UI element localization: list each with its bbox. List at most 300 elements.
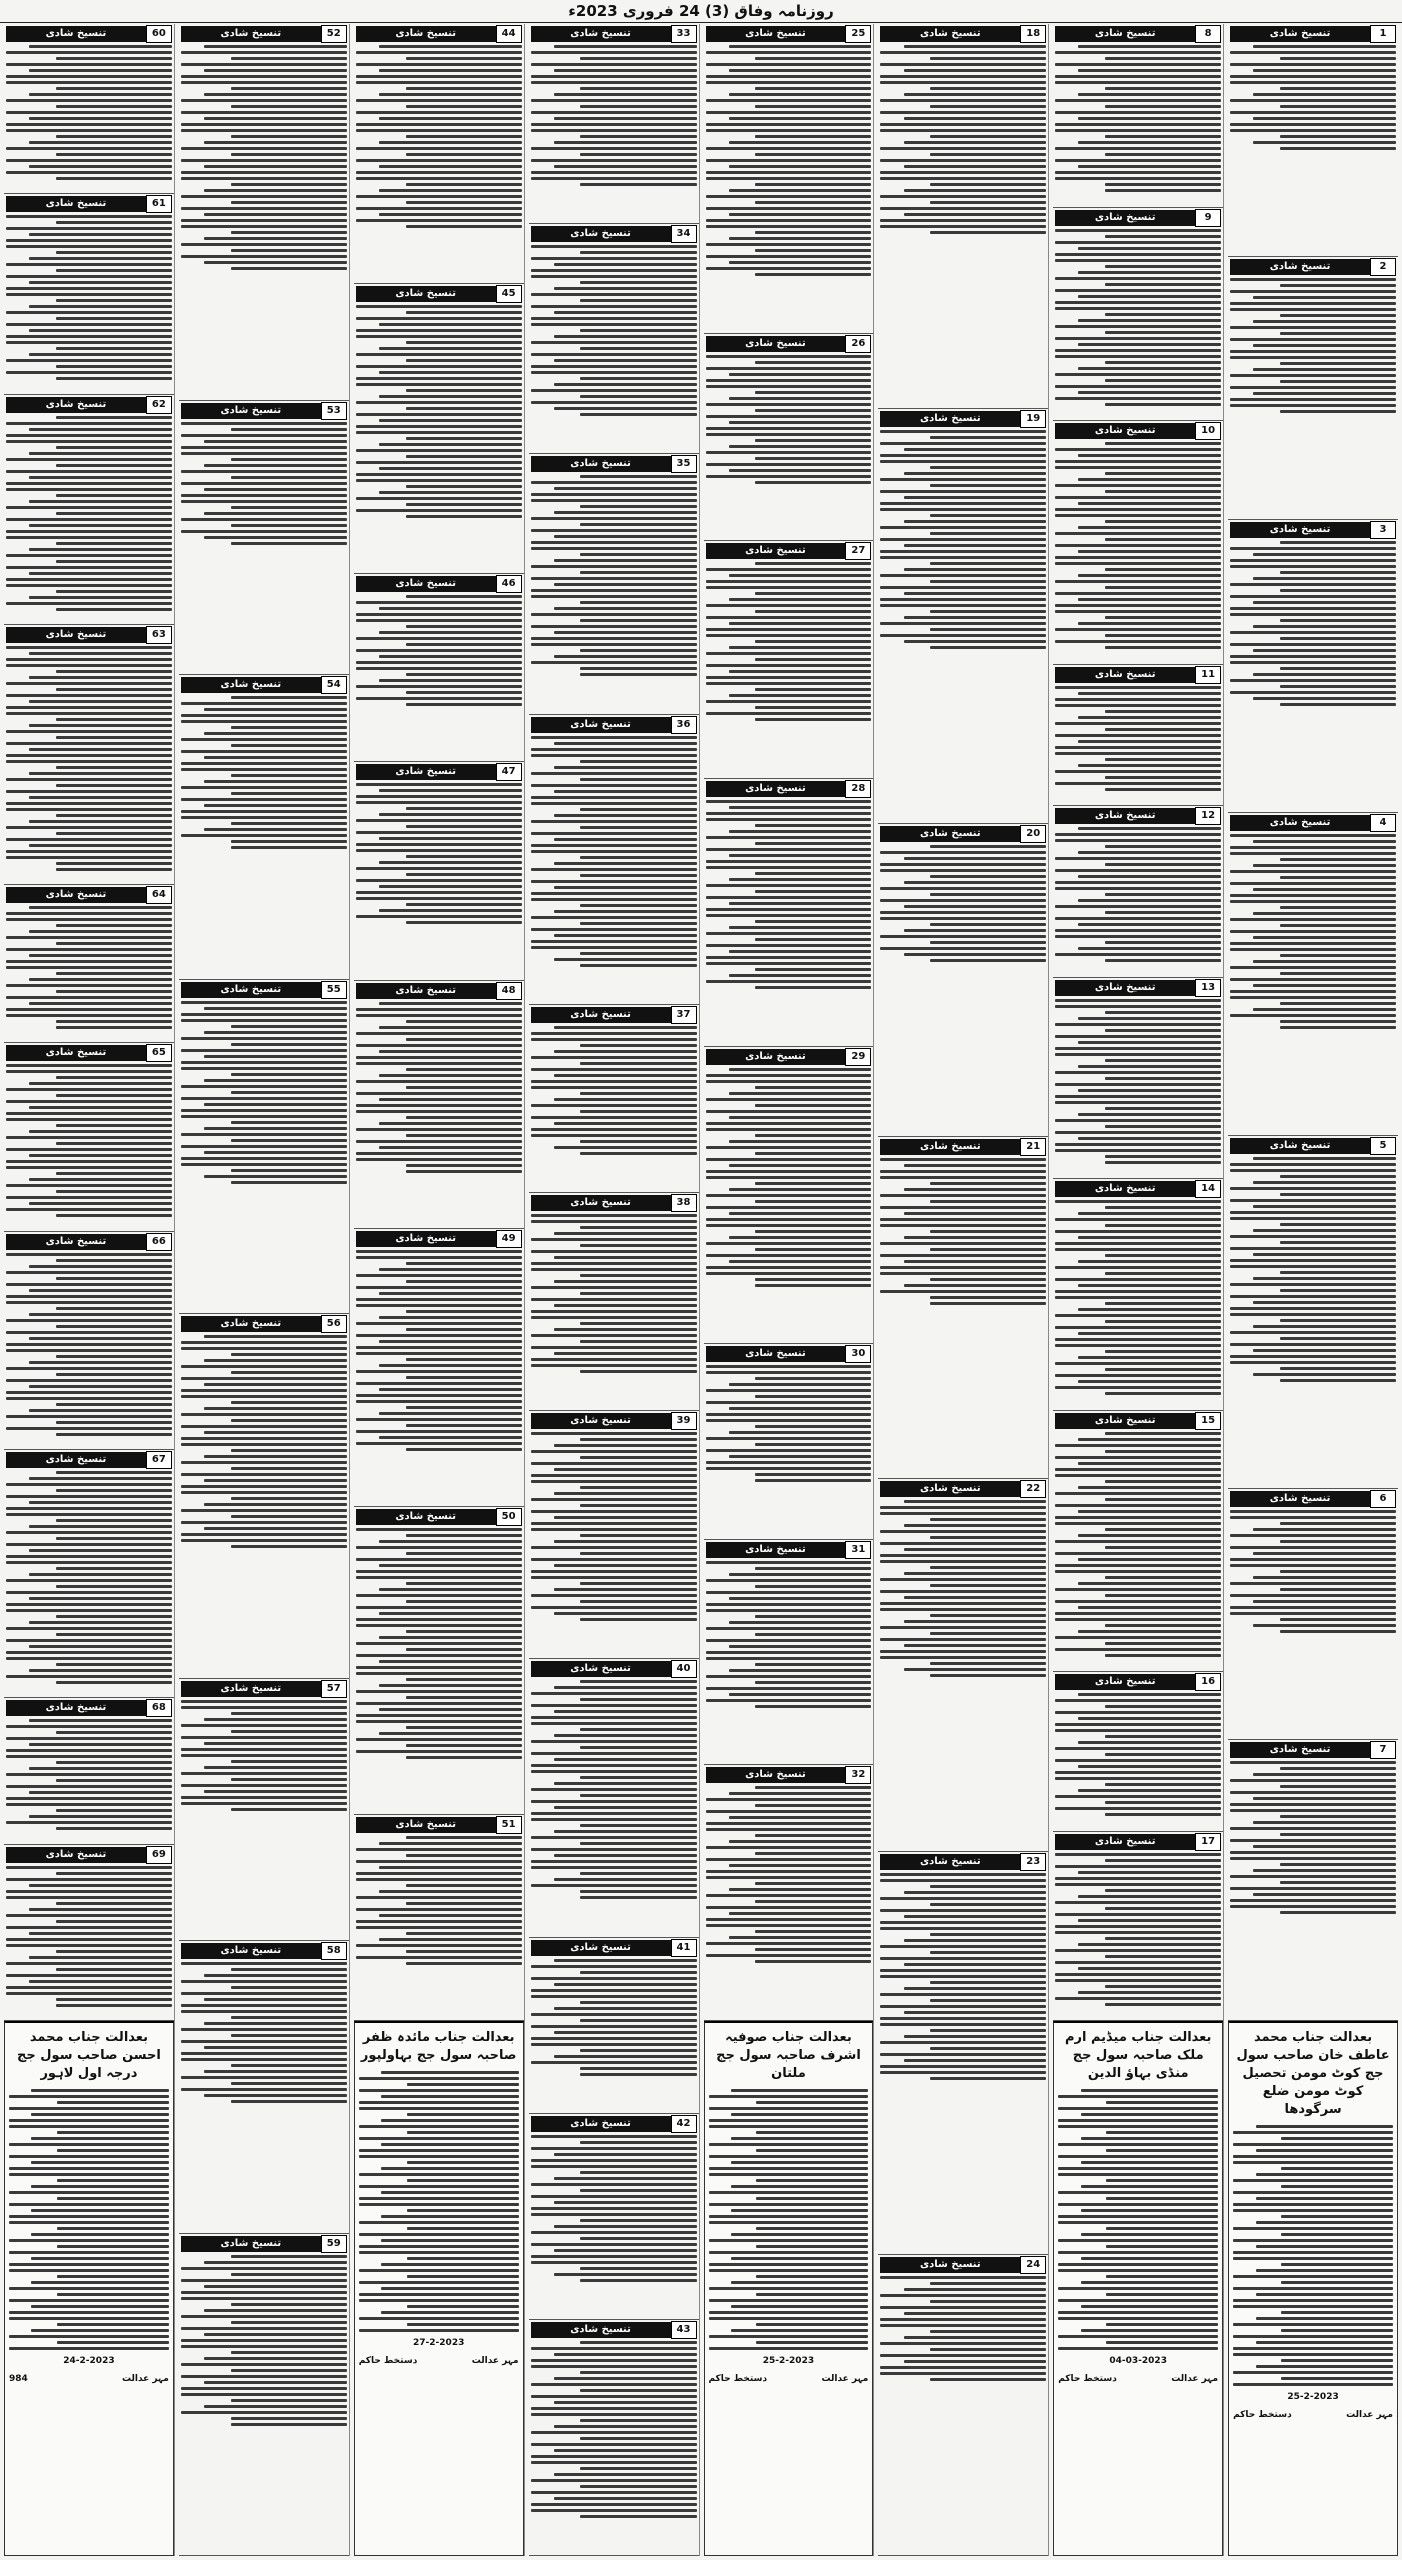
notice-text bbox=[1230, 541, 1396, 706]
notice-text bbox=[531, 1026, 697, 1155]
notice-number: 4 bbox=[1370, 814, 1396, 832]
notice bbox=[1053, 1672, 1223, 1832]
notice-header bbox=[181, 677, 347, 693]
notice-number: 1 bbox=[1370, 25, 1396, 43]
notice-label: تنسیخ شادی bbox=[706, 1346, 846, 1362]
notice-number: 42 bbox=[671, 2115, 697, 2133]
column bbox=[1228, 24, 1398, 2556]
judge-signature: دستخط حاکم bbox=[1058, 2374, 1117, 2384]
notice-label: تنسیخ شادی bbox=[181, 982, 321, 998]
notice bbox=[354, 762, 524, 980]
notice-header bbox=[706, 1767, 872, 1783]
notice-label: تنسیخ شادی bbox=[1230, 1138, 1370, 1154]
notice bbox=[4, 1450, 174, 1698]
court-footer bbox=[1058, 2374, 1218, 2384]
notice-number: 60 bbox=[146, 25, 172, 43]
notice-text bbox=[880, 430, 1046, 649]
notice-text bbox=[531, 1432, 697, 1621]
notice-number: 17 bbox=[1195, 1833, 1221, 1851]
notice bbox=[704, 334, 874, 542]
notice-number: 58 bbox=[321, 1942, 347, 1960]
notice-header bbox=[1230, 259, 1396, 275]
notice-text bbox=[706, 800, 872, 989]
notice-header bbox=[6, 196, 172, 212]
notice-number: 34 bbox=[671, 225, 697, 243]
notice-header bbox=[706, 336, 872, 352]
notice-header bbox=[6, 1234, 172, 1250]
notice-header bbox=[1230, 1138, 1396, 1154]
notice bbox=[4, 1845, 174, 2021]
notice-number: 55 bbox=[321, 981, 347, 999]
court-stamp: مہر عدالت bbox=[821, 2374, 869, 2384]
notice bbox=[704, 24, 874, 334]
notice bbox=[878, 1479, 1048, 1852]
court-stamp: مہر عدالت bbox=[471, 2356, 519, 2366]
notice-label: تنسیخ شادی bbox=[356, 1509, 496, 1525]
notice-header bbox=[356, 286, 522, 302]
notice-text bbox=[1230, 1510, 1396, 1633]
notice bbox=[1228, 1489, 1398, 1740]
court-notice bbox=[4, 2021, 174, 2556]
notice bbox=[878, 824, 1048, 1137]
notice-label: تنسیخ شادی bbox=[6, 887, 146, 903]
notice-header bbox=[356, 26, 522, 42]
notice bbox=[529, 224, 699, 454]
notice-text bbox=[880, 1500, 1046, 1677]
notice-header bbox=[6, 627, 172, 643]
notice-header bbox=[1055, 808, 1221, 824]
notice-number: 37 bbox=[671, 1006, 697, 1024]
notice-number: 3 bbox=[1370, 521, 1396, 539]
notice bbox=[878, 2255, 1048, 2556]
notice-header bbox=[880, 826, 1046, 842]
notice bbox=[179, 401, 349, 676]
notice-text bbox=[1055, 1693, 1221, 1816]
notice-text bbox=[531, 475, 697, 676]
notice-number: 44 bbox=[496, 25, 522, 43]
notice-label: تنسیخ شادی bbox=[706, 543, 846, 559]
notice-text bbox=[1055, 1432, 1221, 1657]
notice-text bbox=[531, 1959, 697, 2076]
notice-header bbox=[6, 397, 172, 413]
notice-label: تنسیخ شادی bbox=[6, 1045, 146, 1061]
notice-header bbox=[181, 1943, 347, 1959]
notice-number: 10 bbox=[1195, 422, 1221, 440]
notice bbox=[1053, 24, 1223, 208]
notice bbox=[1053, 806, 1223, 978]
notice-number: 48 bbox=[496, 982, 522, 1000]
notice-header bbox=[880, 1854, 1046, 1870]
notice-label: تنسیخ شادی bbox=[706, 1049, 846, 1065]
notice bbox=[1228, 1136, 1398, 1489]
notice-header bbox=[1055, 210, 1221, 226]
notice-text bbox=[706, 45, 872, 276]
judge-signature: دستخط حاکم bbox=[358, 2356, 418, 2366]
notice-text bbox=[1230, 1761, 1396, 1914]
notice-number: 49 bbox=[496, 1230, 522, 1248]
notice-number: 47 bbox=[496, 763, 522, 781]
notice-text bbox=[1055, 686, 1221, 791]
notice-number: 14 bbox=[1195, 1180, 1221, 1198]
notice-text bbox=[181, 422, 347, 545]
notice-label: تنسیخ شادی bbox=[706, 1767, 846, 1783]
notice-number: 27 bbox=[845, 542, 871, 560]
notice-text bbox=[1055, 1200, 1221, 1395]
notice-label: تنسیخ شادی bbox=[1055, 980, 1195, 996]
notice-number: 68 bbox=[146, 1699, 172, 1717]
notice bbox=[1053, 421, 1223, 665]
notice-number: 11 bbox=[1195, 666, 1221, 684]
notice bbox=[529, 715, 699, 1005]
notice-label: تنسیخ شادی bbox=[1230, 259, 1370, 275]
notice bbox=[529, 1005, 699, 1193]
notice-header bbox=[531, 2322, 697, 2338]
notice-header bbox=[880, 26, 1046, 42]
notice-label: تنسیخ شادی bbox=[1055, 1181, 1195, 1197]
notice bbox=[354, 1815, 524, 2021]
notice-label: تنسیخ شادی bbox=[1055, 1834, 1195, 1850]
notice-header bbox=[1055, 980, 1221, 996]
notice-text bbox=[531, 45, 697, 186]
court-text bbox=[1233, 2125, 1393, 2386]
court-text bbox=[9, 2089, 169, 2350]
notice-text bbox=[356, 45, 522, 228]
notice bbox=[1228, 1740, 1398, 2021]
notice-label: تنسیخ شادی bbox=[1230, 1742, 1370, 1758]
notice-label: تنسیخ شادی bbox=[880, 1854, 1020, 1870]
notice bbox=[704, 779, 874, 1047]
notice-text bbox=[880, 845, 1046, 962]
court-stamp: مہر عدالت bbox=[121, 2373, 169, 2384]
notice-number: 62 bbox=[146, 396, 172, 414]
notice-label: تنسیخ شادی bbox=[531, 1940, 671, 1956]
notice-header bbox=[6, 1847, 172, 1863]
notice bbox=[1228, 24, 1398, 257]
notice-number: 69 bbox=[146, 1846, 172, 1864]
notice bbox=[4, 194, 174, 394]
notice-number: 64 bbox=[146, 886, 172, 904]
notice-number: 21 bbox=[1020, 1138, 1046, 1156]
notice-label: تنسیخ شادی bbox=[706, 1542, 846, 1558]
notice bbox=[704, 1540, 874, 1766]
notice-text bbox=[6, 906, 172, 1029]
court-footer bbox=[9, 2374, 169, 2384]
notice-number: 15 bbox=[1195, 1412, 1221, 1430]
notice-label: تنسیخ شادی bbox=[880, 826, 1020, 842]
notice-text bbox=[1055, 45, 1221, 192]
notice-text bbox=[706, 562, 872, 721]
notice-label: تنسیخ شادی bbox=[1055, 667, 1195, 683]
notice-header bbox=[181, 1681, 347, 1697]
notice-label: تنسیخ شادی bbox=[880, 1139, 1020, 1155]
notice-text bbox=[356, 783, 522, 924]
column bbox=[1053, 24, 1224, 2556]
notice-text bbox=[1055, 229, 1221, 406]
notice bbox=[878, 24, 1048, 409]
notice bbox=[4, 1043, 174, 1231]
notice-header bbox=[706, 26, 872, 42]
notice-text bbox=[1230, 45, 1396, 150]
notice bbox=[1053, 208, 1223, 422]
notice-text bbox=[356, 1250, 522, 1451]
notice-header bbox=[6, 1700, 172, 1716]
notice bbox=[529, 454, 699, 714]
notice bbox=[878, 1137, 1048, 1480]
notice-label: تنسیخ شادی bbox=[880, 1481, 1020, 1497]
notice bbox=[529, 1411, 699, 1659]
notice-number: 16 bbox=[1195, 1673, 1221, 1691]
notice-text bbox=[181, 45, 347, 270]
court-notice bbox=[704, 2021, 874, 2556]
notice-header bbox=[1230, 1742, 1396, 1758]
notice-text bbox=[531, 1680, 697, 1899]
notice-text bbox=[6, 646, 172, 871]
notice bbox=[4, 885, 174, 1043]
notice-number: 18 bbox=[1020, 25, 1046, 43]
notice-text bbox=[6, 215, 172, 380]
notice-header bbox=[531, 226, 697, 242]
notice-number: 57 bbox=[321, 1680, 347, 1698]
notice-text bbox=[181, 1700, 347, 1811]
notice bbox=[1228, 520, 1398, 813]
notice-header bbox=[6, 1045, 172, 1061]
notice bbox=[704, 541, 874, 779]
notice-label: تنسیخ شادی bbox=[531, 1413, 671, 1429]
notice-header bbox=[6, 887, 172, 903]
notice bbox=[4, 24, 174, 194]
notice-header bbox=[1230, 26, 1396, 42]
notice-header bbox=[706, 781, 872, 797]
notice bbox=[1228, 257, 1398, 520]
notice bbox=[179, 1941, 349, 2234]
notice-header bbox=[181, 403, 347, 419]
notice-header bbox=[880, 2257, 1046, 2273]
notice-number: 31 bbox=[845, 1541, 871, 1559]
notice-label: تنسیخ شادی bbox=[531, 2116, 671, 2132]
notice-label: تنسیخ شادی bbox=[181, 1316, 321, 1332]
notice-header bbox=[880, 1139, 1046, 1155]
notice-label: تنسیخ شادی bbox=[6, 26, 146, 42]
notice-number: 32 bbox=[845, 1766, 871, 1784]
notice bbox=[1053, 1832, 1223, 2022]
notice-label: تنسیخ شادی bbox=[880, 26, 1020, 42]
hearing-date: 04-03-2023 bbox=[1109, 2356, 1167, 2366]
notice-text bbox=[531, 245, 697, 416]
notice-header bbox=[1055, 423, 1221, 439]
notice bbox=[1053, 1179, 1223, 1411]
notice bbox=[1228, 813, 1398, 1136]
notice-header bbox=[356, 576, 522, 592]
notice bbox=[354, 24, 524, 284]
notice-label: تنسیخ شادی bbox=[1055, 1674, 1195, 1690]
notice-text bbox=[6, 1064, 172, 1217]
notice-label: تنسیخ شادی bbox=[6, 1452, 146, 1468]
notice-number: 36 bbox=[671, 716, 697, 734]
notice bbox=[354, 981, 524, 1229]
notice-label: تنسیخ شادی bbox=[6, 627, 146, 643]
notice-label: تنسیخ شادی bbox=[356, 1231, 496, 1247]
notice bbox=[179, 675, 349, 980]
columns-container bbox=[4, 24, 1398, 2556]
notice bbox=[4, 1698, 174, 1844]
notice-header bbox=[1055, 1674, 1221, 1690]
notice-header bbox=[531, 2116, 697, 2132]
court-title: بعدالت جناب محمد عاطف خان صاحب سول جج کوٹ مومن تحصیل کوٹ مومن ضلع سرگودھا bbox=[1236, 2030, 1390, 2117]
notice-header bbox=[531, 1661, 697, 1677]
notice-text bbox=[880, 45, 1046, 234]
notice-text bbox=[1055, 1853, 1221, 2006]
column bbox=[179, 24, 350, 2556]
court-text bbox=[359, 2071, 519, 2332]
notice-number: 51 bbox=[496, 1816, 522, 1834]
notice-label: تنسیخ شادی bbox=[6, 397, 146, 413]
notice-header bbox=[1055, 26, 1221, 42]
notice-number: 50 bbox=[496, 1508, 522, 1526]
notice-label: تنسیخ شادی bbox=[706, 26, 846, 42]
notice-header bbox=[1230, 1491, 1396, 1507]
court-footer bbox=[1233, 2410, 1393, 2420]
notice-text bbox=[6, 416, 172, 611]
notice-text bbox=[181, 2255, 347, 2426]
notice-label: تنسیخ شادی bbox=[356, 1817, 496, 1833]
judge-signature: 984 bbox=[9, 2373, 28, 2384]
masthead: روزنامہ وفاق (3) 24 فروری 2023ء bbox=[0, 0, 1402, 23]
court-stamp: مہر عدالت bbox=[1171, 2374, 1219, 2384]
notice-text bbox=[356, 1002, 522, 1173]
notice-number: 41 bbox=[671, 1939, 697, 1957]
notice-header bbox=[356, 764, 522, 780]
notice bbox=[1053, 665, 1223, 807]
notice-text bbox=[880, 1158, 1046, 1305]
notice-label: تنسیخ شادی bbox=[181, 677, 321, 693]
notice-label: تنسیخ شادی bbox=[1055, 808, 1195, 824]
notice-text bbox=[531, 2135, 697, 2282]
notice-label: تنسیخ شادی bbox=[531, 1661, 671, 1677]
notice-label: تنسیخ شادی bbox=[531, 1195, 671, 1211]
notice-text bbox=[181, 1962, 347, 2103]
notice-header bbox=[1230, 815, 1396, 831]
notice-header bbox=[880, 411, 1046, 427]
hearing-date: 27-2-2023 bbox=[413, 2338, 465, 2348]
court-title: بعدالت جناب مائدہ ظفر صاحبہ سول جج بہاولپور bbox=[360, 2030, 517, 2063]
notice-label: تنسیخ شادی bbox=[880, 2257, 1020, 2273]
notice-header bbox=[356, 983, 522, 999]
court-title: بعدالت جناب میڈیم ارم ملک صاحبہ سول جج منڈی بہاؤ الدین bbox=[1064, 2030, 1212, 2081]
notice-header bbox=[181, 1316, 347, 1332]
notice-label: تنسیخ شادی bbox=[531, 2322, 671, 2338]
notice-number: 67 bbox=[146, 1451, 172, 1469]
notice-label: تنسیخ شادی bbox=[6, 1700, 146, 1716]
court-text bbox=[1058, 2089, 1218, 2350]
notice bbox=[179, 980, 349, 1315]
notice-number: 22 bbox=[1020, 1480, 1046, 1498]
notice-number: 2 bbox=[1370, 258, 1396, 276]
notice-text bbox=[1055, 827, 1221, 962]
notice-number: 25 bbox=[845, 25, 871, 43]
notice-header bbox=[356, 1509, 522, 1525]
notice-header bbox=[531, 1940, 697, 1956]
notice-text bbox=[6, 1719, 172, 1830]
notice-label: تنسیخ شادی bbox=[1230, 26, 1370, 42]
notice-header bbox=[531, 717, 697, 733]
hearing-date: 25-2-2023 bbox=[762, 2356, 815, 2366]
notice bbox=[529, 1938, 699, 2114]
notice-label: تنسیخ شادی bbox=[531, 1007, 671, 1023]
notice bbox=[354, 1229, 524, 1507]
notice-number: 13 bbox=[1195, 979, 1221, 997]
notice-number: 54 bbox=[321, 676, 347, 694]
notice-header bbox=[1055, 667, 1221, 683]
notice-label: تنسیخ شادی bbox=[880, 411, 1020, 427]
notice-number: 45 bbox=[496, 285, 522, 303]
notice-number: 6 bbox=[1370, 1490, 1396, 1508]
notice-header bbox=[880, 1481, 1046, 1497]
notice-label: تنسیخ شادی bbox=[356, 764, 496, 780]
court-title: بعدالت جناب محمد احسن صاحب سول جج درجہ اول لاہور bbox=[17, 2029, 161, 2081]
notice-label: تنسیخ شادی bbox=[6, 1234, 146, 1250]
hearing-date: 25-2-2023 bbox=[1287, 2392, 1339, 2402]
notice-label: تنسیخ شادی bbox=[1230, 815, 1370, 831]
notice-label: تنسیخ شادی bbox=[181, 26, 321, 42]
notice-label: تنسیخ شادی bbox=[1055, 423, 1195, 439]
judge-signature: دستخط حاکم bbox=[708, 2374, 768, 2384]
notice bbox=[179, 1314, 349, 1679]
court-stamp: مہر عدالت bbox=[1346, 2410, 1393, 2420]
notice bbox=[354, 1507, 524, 1815]
notice bbox=[878, 409, 1048, 824]
notice-header bbox=[531, 1413, 697, 1429]
notice bbox=[704, 1765, 874, 2021]
notice-number: 33 bbox=[671, 25, 697, 43]
notice-text bbox=[356, 1836, 522, 1965]
notice-number: 5 bbox=[1370, 1137, 1396, 1155]
notice bbox=[1053, 978, 1223, 1180]
notice-number: 20 bbox=[1020, 825, 1046, 843]
notice-number: 46 bbox=[496, 575, 522, 593]
notice-text bbox=[1230, 834, 1396, 1029]
notice-number: 29 bbox=[845, 1048, 871, 1066]
notice bbox=[179, 24, 349, 401]
hearing-date: 24-2-2023 bbox=[63, 2355, 115, 2366]
notice-number: 39 bbox=[671, 1412, 697, 1430]
notice-number: 66 bbox=[146, 1233, 172, 1251]
notice-text bbox=[6, 1253, 172, 1436]
notice-text bbox=[880, 2276, 1046, 2381]
notice-number: 65 bbox=[146, 1044, 172, 1062]
notice-text bbox=[531, 2341, 697, 2518]
judge-signature: دستخط حاکم bbox=[1233, 2410, 1292, 2420]
notice bbox=[529, 2320, 699, 2556]
notice-text bbox=[181, 696, 347, 849]
notice-label: تنسیخ شادی bbox=[706, 336, 846, 352]
notice-number: 59 bbox=[321, 2235, 347, 2253]
notice-number: 28 bbox=[845, 780, 871, 798]
notice-text bbox=[356, 305, 522, 518]
column bbox=[4, 24, 175, 2556]
notice-header bbox=[1055, 1834, 1221, 1850]
notice-text bbox=[1230, 1157, 1396, 1382]
notice-text bbox=[531, 736, 697, 967]
notice bbox=[529, 24, 699, 224]
notice bbox=[878, 1852, 1048, 2255]
notice-label: تنسیخ شادی bbox=[531, 226, 671, 242]
notice-number: 30 bbox=[845, 1345, 871, 1363]
notice-text bbox=[880, 1873, 1046, 2080]
notice-number: 7 bbox=[1370, 1741, 1396, 1759]
court-notice bbox=[1228, 2021, 1398, 2556]
notice-header bbox=[181, 26, 347, 42]
notice-number: 26 bbox=[845, 335, 871, 353]
